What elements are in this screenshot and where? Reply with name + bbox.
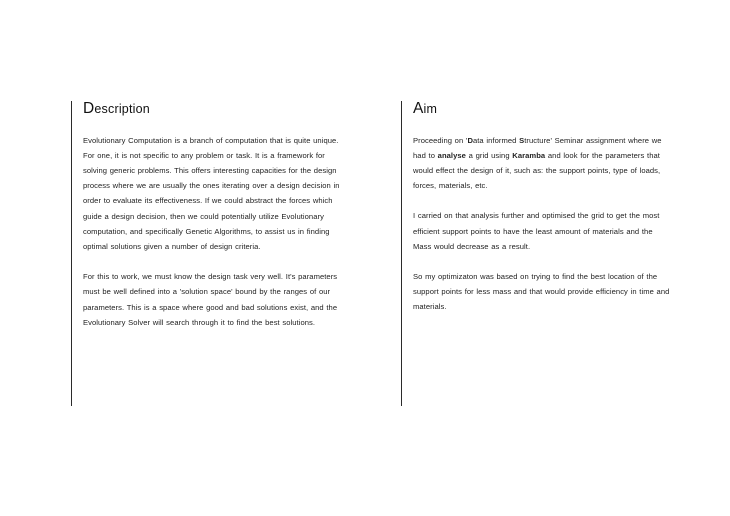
description-paragraph-1: Evolutionary Computation is a branch of computation that is quite unique. For one, it is not specific to any problem or task. It is a framework for solving generic problems. This offers interesting capacities for the design process where we are usually the ones iterating over a design decision in order to evaluate its effectiveness. If we could abstract the forces which guide a design decision, then we could potentially utilize Evolutionary computation, and specifically Genetic Algorithms, to assist us in finding optimal solutions given a number of design criteria.	[83, 135, 340, 251]
two-column-layout	[71, 101, 671, 330]
aim-heading-rest: im	[423, 102, 438, 116]
description-heading-initial: D	[83, 100, 95, 117]
column-description	[71, 101, 341, 330]
description-heading	[83, 101, 341, 117]
aim-heading	[413, 101, 671, 117]
description-paragraph-2: For this to work, we must know the design task very well. It's parameters must be well defined into a 'solution space' bound by the ranges of our parameters. This is a space where good and bad solutions exist, and the Evolutionary Solver will search through it to find the best solutions.	[83, 272, 338, 327]
aim-paragraph-3: So my optimizaton was based on trying to find the best location of the support points for less mass and that would provide efficiency in time and materials.	[413, 271, 670, 312]
column-divider-right	[401, 101, 402, 406]
aim-paragraph-2: I carried on that analysis further and optimised the grid to get the most efficient support points to have the least amount of materials and the Mass would decrease as a result.	[413, 211, 660, 251]
column-divider-left	[71, 101, 72, 406]
aim-paragraph-1: Proceeding on 'Data informed Structure' Seminar assignment where we had to analyse a grid using Karamba and look for the parameters that would effect the design of it, such as: the support points, type of loads, forces, materials, etc.	[413, 135, 662, 191]
column-aim	[401, 101, 671, 330]
description-heading-rest: escription	[94, 102, 150, 116]
aim-heading-initial: A	[413, 100, 424, 117]
